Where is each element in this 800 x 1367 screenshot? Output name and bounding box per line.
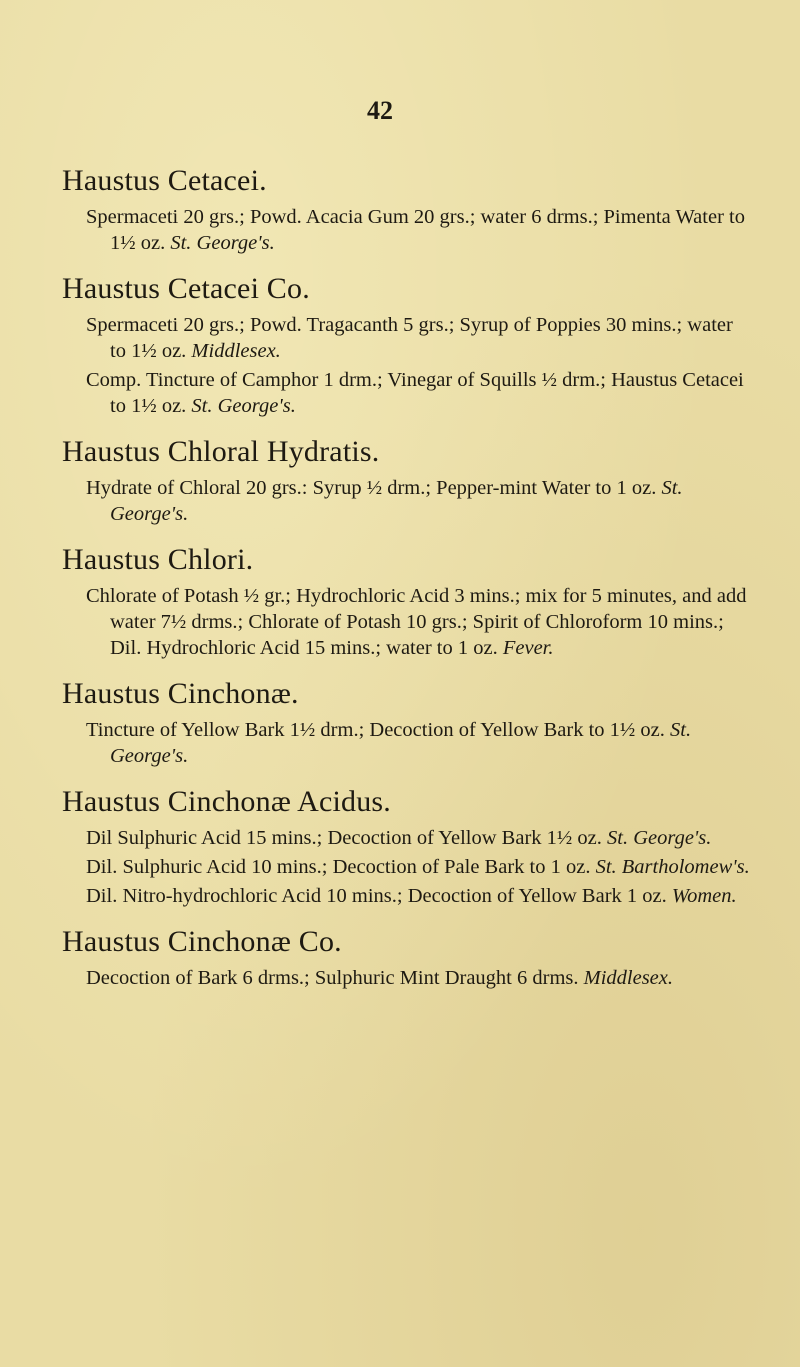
entry-haustus-cetacei [62, 162, 752, 256]
recipe [62, 312, 752, 364]
entry-title: Haustus Cetacei. [62, 164, 267, 197]
recipe [62, 717, 752, 769]
entry-title: Haustus Cinchonæ Co. [62, 925, 342, 958]
recipe [62, 367, 752, 419]
recipe-text: Hydrate of Chloral 20 grs.: Syrup ½ drm.; Pepper-mint Water to 1 oz. [86, 477, 657, 499]
recipe-text: Spermaceti 20 grs.; Powd. Acacia Gum 20 grs.; water 6 drms.; Pimenta Water to 1½ oz. [86, 206, 745, 254]
entry-haustus-cinchonae [62, 675, 752, 769]
recipe-text: Decoction of Bark 6 drms.; Sulphuric Mint Draught 6 drms. [86, 967, 579, 989]
recipe-source: Middlesex. [583, 967, 674, 989]
recipe-source: St. George's. [170, 232, 275, 254]
recipe-source: St. George's. [607, 827, 712, 849]
entry-haustus-cinchonae-acidus [62, 783, 752, 909]
recipe-source: St. Bartholomew's. [595, 856, 750, 878]
recipe [62, 854, 752, 880]
entry-haustus-cinchonae-co [62, 923, 752, 991]
recipe-text: Dil. Sulphuric Acid 10 mins.; Decoction of Pale Bark to 1 oz. [86, 856, 591, 878]
recipe [62, 583, 752, 661]
recipe [62, 204, 752, 256]
page-number: 42 [367, 96, 393, 125]
recipe-text: Chlorate of Potash ½ gr.; Hydrochloric Acid 3 mins.; mix for 5 minutes, and add water 7½ drms.; Chlorate of Potash 10 grs.; Spirit of Chloroform 10 mins.; Dil. Hydrochloric Acid 15 mins.; water to 1 oz. [86, 585, 747, 659]
recipe-source: Middlesex. [191, 340, 281, 362]
recipe-source: Women. [671, 885, 737, 907]
recipe [62, 825, 752, 851]
recipe-text: Spermaceti 20 grs.; Powd. Tragacanth 5 grs.; Syrup of Poppies 30 mins.; water to 1½ oz. [86, 314, 733, 362]
entry-title: Haustus Cetacei Co. [62, 272, 310, 305]
entry-haustus-cetacei-co [62, 270, 752, 419]
recipe [62, 883, 752, 909]
entry-haustus-chloral-hydratis [62, 433, 752, 527]
page-content [62, 162, 752, 1005]
entry-haustus-chlori [62, 541, 752, 661]
recipe-text: Dil Sulphuric Acid 15 mins.; Decoction of Yellow Bark 1½ oz. [86, 827, 602, 849]
recipe [62, 475, 752, 527]
recipe-source: St. George's. [110, 719, 692, 767]
entry-title: Haustus Cinchonæ Acidus. [62, 785, 391, 818]
entry-title: Haustus Cinchonæ. [62, 677, 299, 710]
recipe [62, 965, 752, 991]
recipe-source: St. George's. [110, 477, 683, 525]
recipe-source: Fever. [502, 637, 554, 659]
recipe-text: Comp. Tincture of Camphor 1 drm.; Vinegar of Squills ½ drm.; Haustus Cetacei to 1½ oz. [86, 369, 744, 417]
entry-title: Haustus Chloral Hydratis. [62, 435, 380, 468]
recipe-text: Tincture of Yellow Bark 1½ drm.; Decoction of Yellow Bark to 1½ oz. [86, 719, 665, 741]
entry-title: Haustus Chlori. [62, 543, 254, 576]
recipe-source: St. George's. [191, 395, 296, 417]
recipe-text: Dil. Nitro-hydrochloric Acid 10 mins.; Decoction of Yellow Bark 1 oz. [86, 885, 667, 907]
